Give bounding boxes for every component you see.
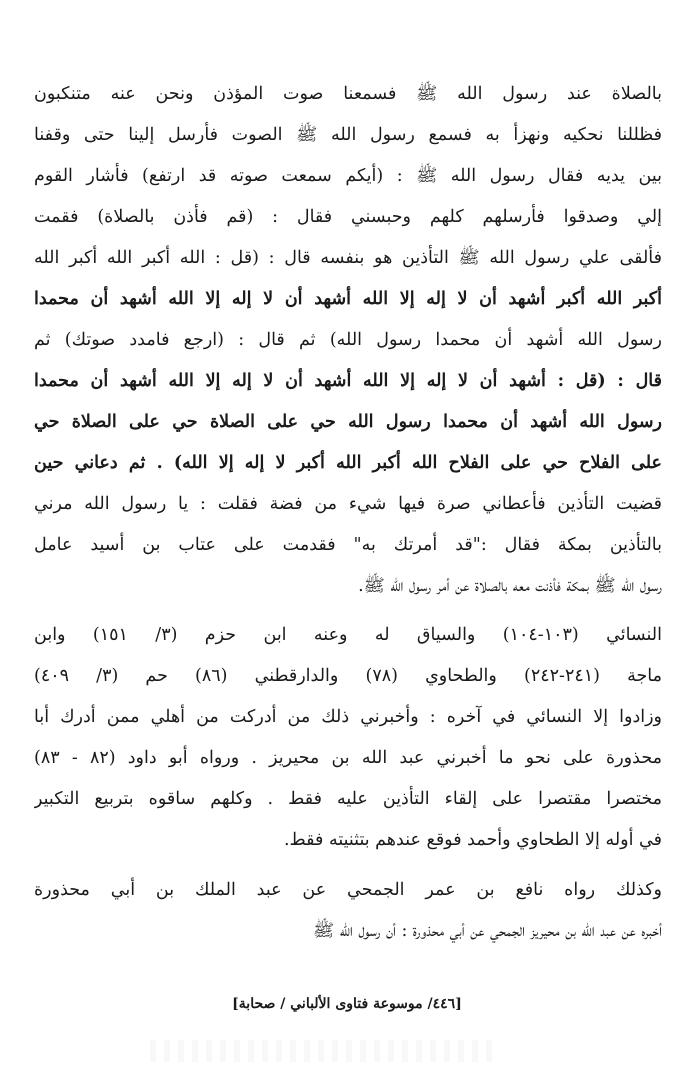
scan-bleed-through xyxy=(150,1040,500,1062)
text-line: وزادوا إلا النسائي في آخره : وأخبرني ذلك من أدركت من أهلي ممن أدرك أبا xyxy=(34,707,662,727)
text-line: على الفلاح حي على الفلاح الله أكبر الله أكبر لا إله إلا الله) . ثم دعاني حين xyxy=(34,453,662,473)
text-line: في أوله إلا الطحاوي وأحمد فوقع عندهم بتثنيته فقط. xyxy=(283,830,662,850)
text-line: بالصلاة عند رسول الله ﷺ فسمعنا صوت المؤذن ونحن عنه متنكبون xyxy=(34,84,662,104)
text-line: بين يديه فقال رسول الله ﷺ : (أيكم سمعت صوته قد ارتفع) فأشار القوم xyxy=(34,166,662,186)
text-line: محذورة على نحو ما أخبرني عبد الله بن محيريز . ورواه أبو داود (٨٢ - ٨٣) xyxy=(34,748,662,768)
text-line: فظللنا نحكيه ونهزأ به فسمع رسول الله ﷺ الصوت فأرسل إلينا حتى وقفنا xyxy=(34,125,662,145)
nafi-paragraph xyxy=(34,870,662,952)
text-line: قال : (قل : أشهد أن لا إله إلا الله أشهد أن لا إله إلا الله أشهد أن محمدا xyxy=(34,371,662,391)
text-line: أخبره عن عبد الله بن محيريز الجمحي عن أبي محذورة : أن رسول الله ﷺ xyxy=(313,921,662,941)
text-line: إلي وصدقوا فأرسلهم كلهم وحبسني فقال : (قم فأذن بالصلاة) فقمت xyxy=(34,207,662,227)
text-line: بالتأذين بمكة فقال :"قد أمرتك به" فقدمت على عتاب بن أسيد عامل xyxy=(34,535,662,555)
text-line: أكبر الله أكبر أشهد أن لا إله إلا الله أشهد أن لا إله إلا الله أشهد أن محمدا xyxy=(34,289,662,309)
text-line: ماجة (٢٤١-٢٤٢) والطحاوي (٧٨) والدارقطني (٨٦) حم (٣/ ٤٠٩) xyxy=(34,666,662,686)
text-line: رسول الله أشهد أن محمدا رسول الله) ثم قال : (ارجع فامدد صوتك) ثم xyxy=(34,330,662,350)
text-line: قضيت التأذين فأعطاني صرة فيها شيء من فضة فقلت : يا رسول الله مرني xyxy=(34,494,662,514)
text-line: مختصرا مقتصرا على إلقاء التأذين عليه فقط . وكلهم ساقوه بتربيع التكبير xyxy=(34,789,662,809)
page-footer: [٤٤٦/ موسوعة فتاوى الألباني / صحابة] xyxy=(232,996,462,1012)
takhrij-paragraph xyxy=(34,615,662,861)
text-line: رسول الله أشهد أن محمدا رسول الله حي على الصلاة حي على الصلاة حي xyxy=(34,412,662,432)
text-line: رسول الله ﷺ بمكة فأذنت معه بالصلاة عن أمر رسول الله ﷺ. xyxy=(358,576,662,596)
text-line: النسائي (١٠٣-١٠٤) والسياق له وعنه ابن حزم (٣/ ١٥١) وابن xyxy=(34,625,662,645)
hadith-paragraph xyxy=(34,74,662,607)
text-line: وكذلك رواه نافع بن عمر الجمحي عن عبد الملك بن أبي محذورة xyxy=(34,880,662,900)
text-line: فألقى علي رسول الله ﷺ التأذين هو بنفسه قال : (قل : الله أكبر الله أكبر الله xyxy=(34,248,662,268)
